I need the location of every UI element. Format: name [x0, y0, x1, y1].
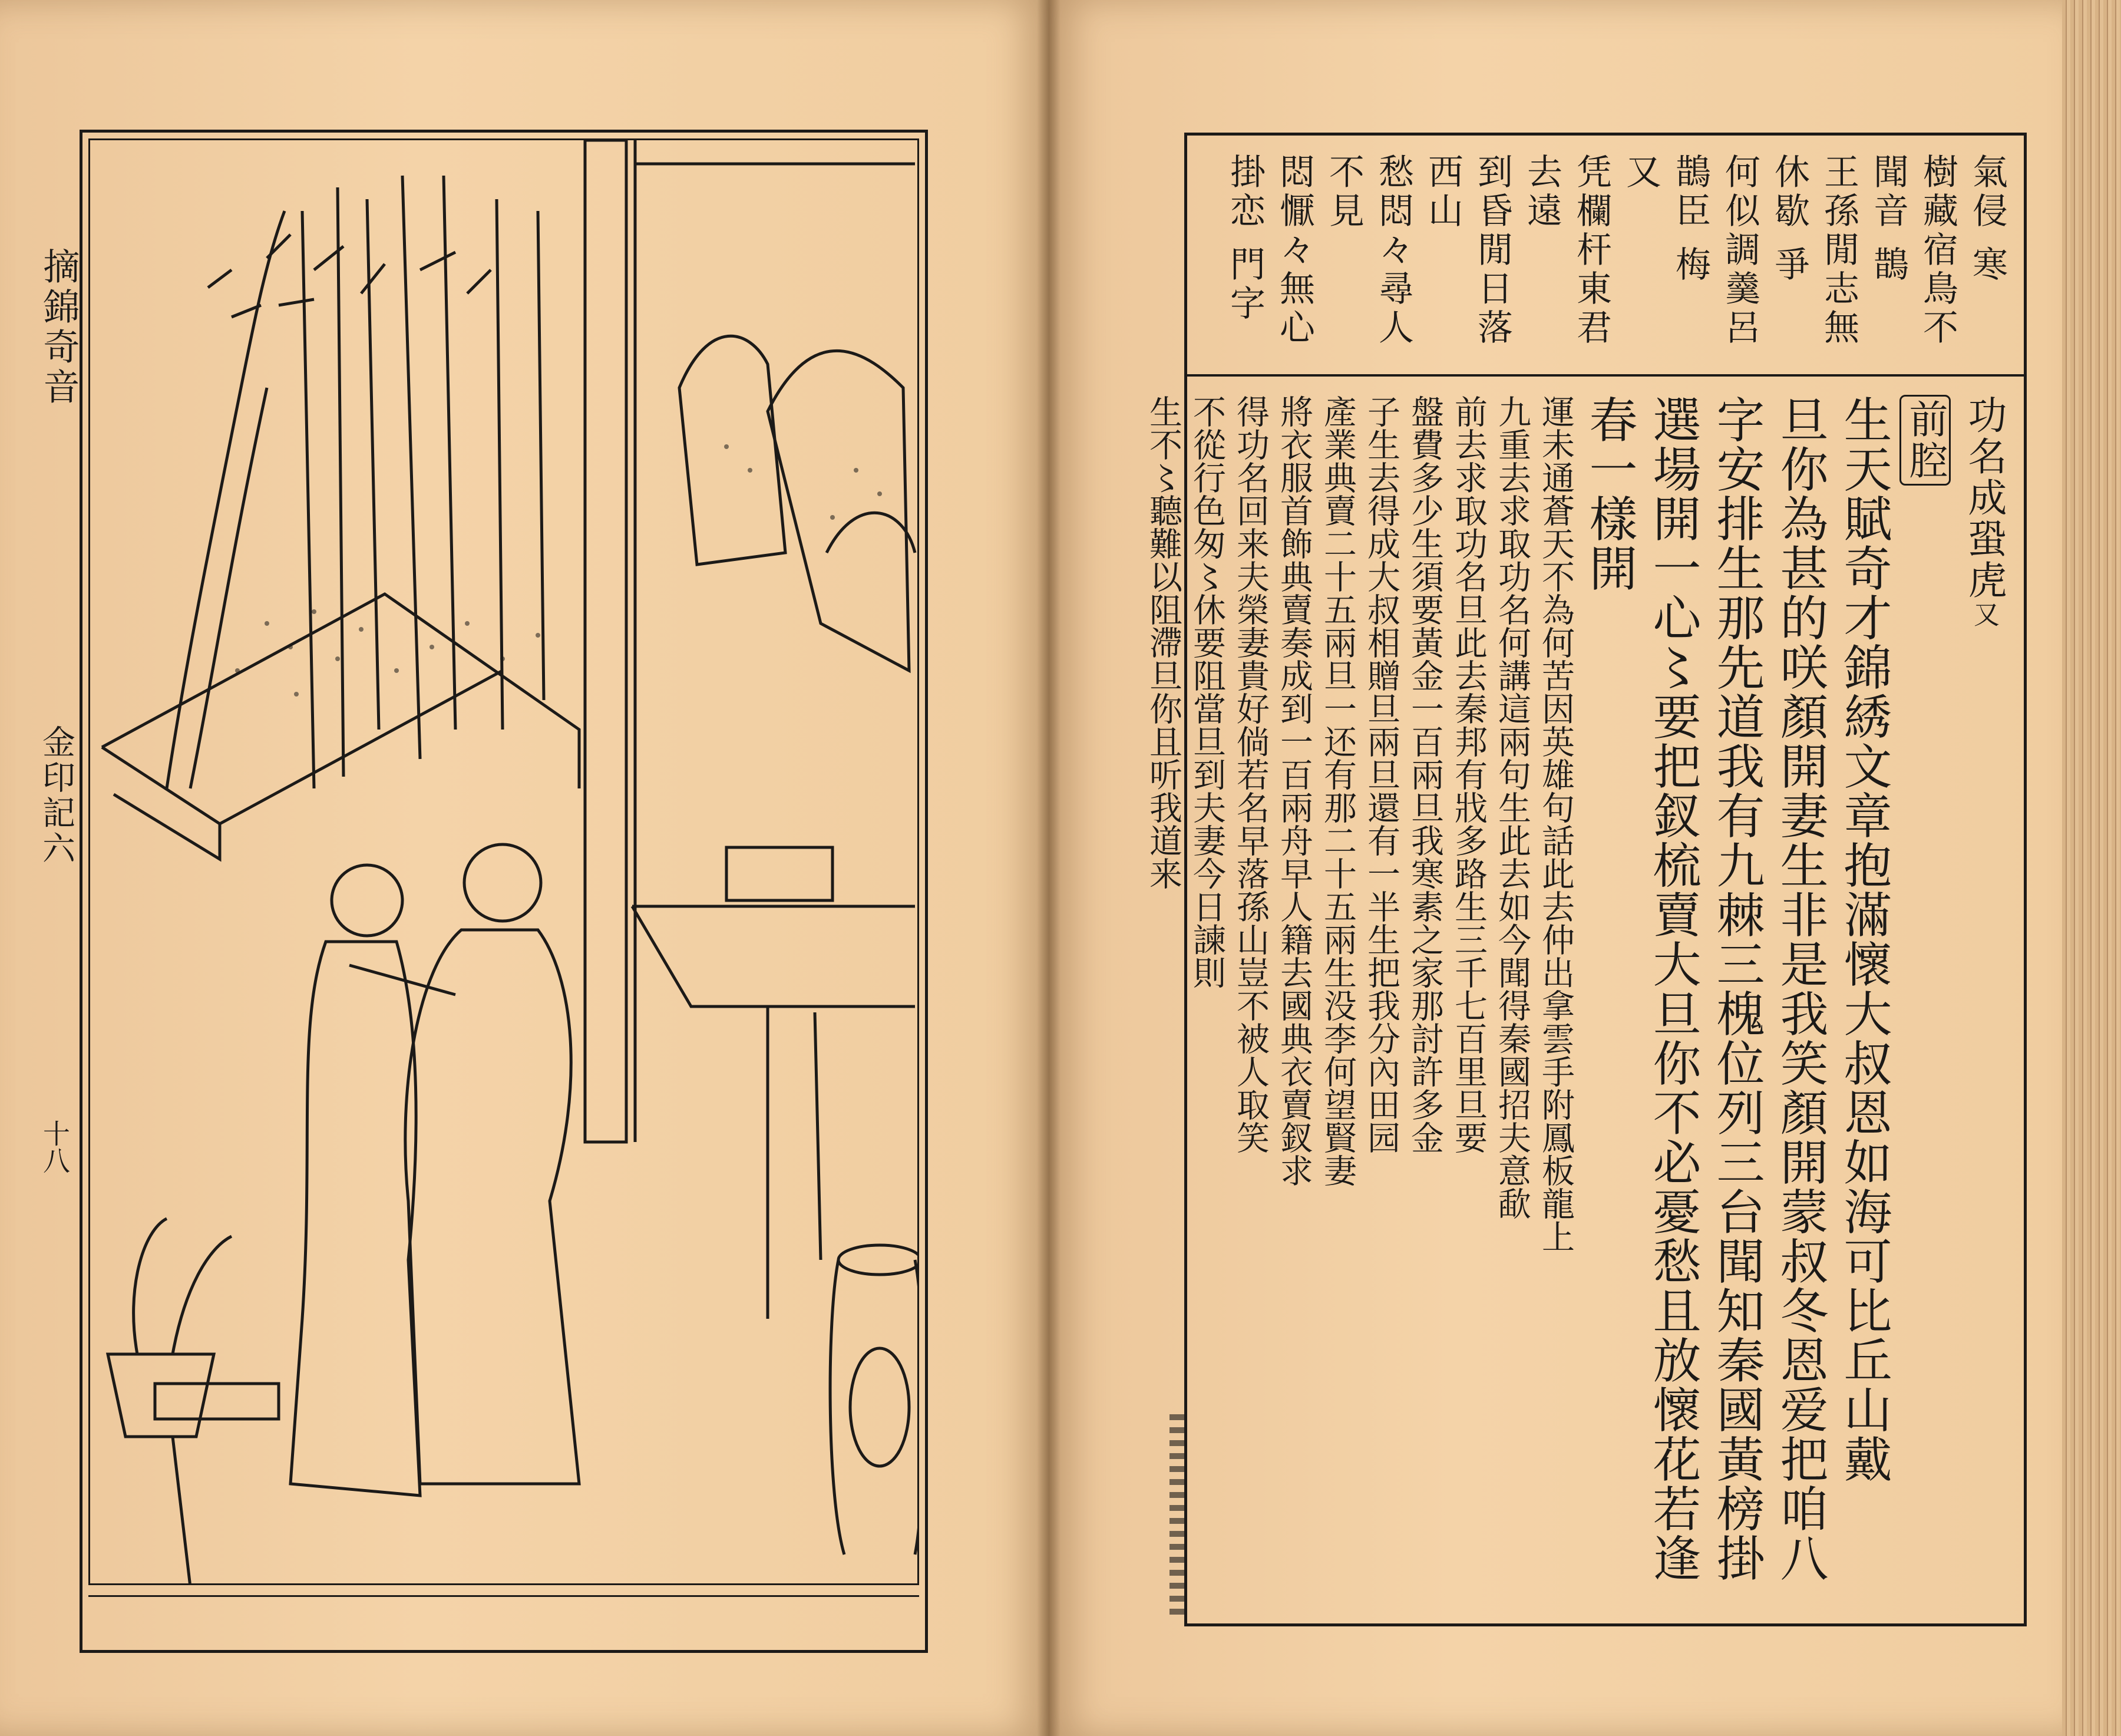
- dialogue-line: 盤費多少生須要黃金一百兩旦我寒素之家那討許多金: [1406, 395, 1444, 1154]
- band-line: 又: [1620, 153, 1661, 192]
- dialogue-line: 得功名回来夫榮妻貴好倘若名早落孫山豈不被人取笑: [1231, 395, 1270, 1154]
- band-line: 休歇 爭: [1769, 153, 1810, 285]
- dialogue-line: 九重去求取功名何講這兩句生此去如今聞得秦國招夫意歃: [1493, 395, 1531, 1220]
- band-line: 愁悶々尋人: [1373, 153, 1414, 348]
- aria-title-mark: 又: [1969, 601, 1999, 629]
- front-label: 前腔: [1899, 395, 1951, 486]
- aria-title: 功名成蛩虎: [1961, 395, 2007, 601]
- band-line: 到昏閒日落: [1472, 153, 1513, 348]
- band-line: 氣侵 寒: [1967, 153, 2008, 285]
- band-line: 不見: [1323, 153, 1365, 231]
- band-line: 凭欄杆東君: [1571, 153, 1612, 348]
- illustration-frame: [80, 130, 928, 1653]
- band-line: 何似調羹呂: [1719, 153, 1760, 348]
- band-line: 去遠: [1521, 153, 1562, 231]
- lyric-line: 生天賦奇才錦綉文章抱滿懷大叔恩如海可比丘山戴: [1836, 395, 1892, 1484]
- lyric-line: 旦你為甚的咲顏開妻生非是我笑顏開蒙叔冬恩爱把咱八: [1772, 395, 1828, 1583]
- front-label-line: [1895, 395, 1954, 1606]
- illustration-bottom-rule: [88, 1595, 919, 1597]
- text-frame: [1144, 133, 2027, 1626]
- aria-title-line: [1954, 395, 2013, 1606]
- page-edge-stack: [2062, 0, 2121, 1736]
- band-line: 王孫閒志無: [1818, 153, 1859, 348]
- main-text-body: [1141, 395, 2013, 1606]
- band-line: 樹藏宿鳥不: [1917, 153, 1958, 348]
- dialogue-line: 運未通蒼天不為何苦因英雄句話此去仲出拿雲手附鳳板龍上: [1537, 395, 1575, 1253]
- lyric-line: 春一樣開: [1581, 395, 1637, 593]
- margin-tick-marks: [1169, 1414, 1187, 1621]
- book-gutter: [1037, 0, 1060, 1736]
- dialogue-line: 將衣服首飾典賣奏成到一百兩舟早人籍去國典衣賣釵求: [1275, 395, 1313, 1187]
- lyric-line: 字安排生那先道我有九棘三槐位列三台聞知秦國黃榜掛: [1709, 395, 1765, 1583]
- margin-folio-number: 十八: [39, 1120, 71, 1174]
- band-line: 西山: [1422, 153, 1463, 231]
- left-page: [0, 0, 1049, 1736]
- dialogue-line: 產業典賣二十五兩旦一还有那二十五兩生没李何望賢妻: [1319, 395, 1357, 1187]
- margin-chapter-label: 金印記六: [37, 725, 75, 866]
- illustration-drawing: [90, 140, 919, 1585]
- margin-book-title: 摘錦奇音: [37, 247, 80, 408]
- band-line: 掛恋 門字: [1224, 153, 1266, 324]
- band-line: 悶懨々無心: [1274, 153, 1315, 348]
- dialogue-line: 前去求取功名旦此去秦邦有戕多路生三千七百里旦要: [1449, 395, 1488, 1154]
- dialogue-line: 子生去得成大叔相贈旦兩旦還有一半生把我分內田园: [1362, 395, 1400, 1154]
- dialogue-line: 不從行色匆〻休要阻當旦到夫妻今日諫則: [1188, 395, 1226, 989]
- band-line: 聞音 鵲: [1868, 153, 1909, 285]
- dialogue-line: 生不〻聽難以阻滯旦你且听我道来: [1144, 395, 1182, 890]
- top-verse-text: [1220, 153, 2012, 365]
- top-verse-band: [1187, 136, 2024, 377]
- woodblock-illustration: [88, 138, 919, 1585]
- band-line: 鵲臣 梅: [1670, 153, 1711, 285]
- lyric-line: 選場開一心〻要把釵梳賣大旦你不必憂愁且放懷花若逢: [1645, 395, 1701, 1583]
